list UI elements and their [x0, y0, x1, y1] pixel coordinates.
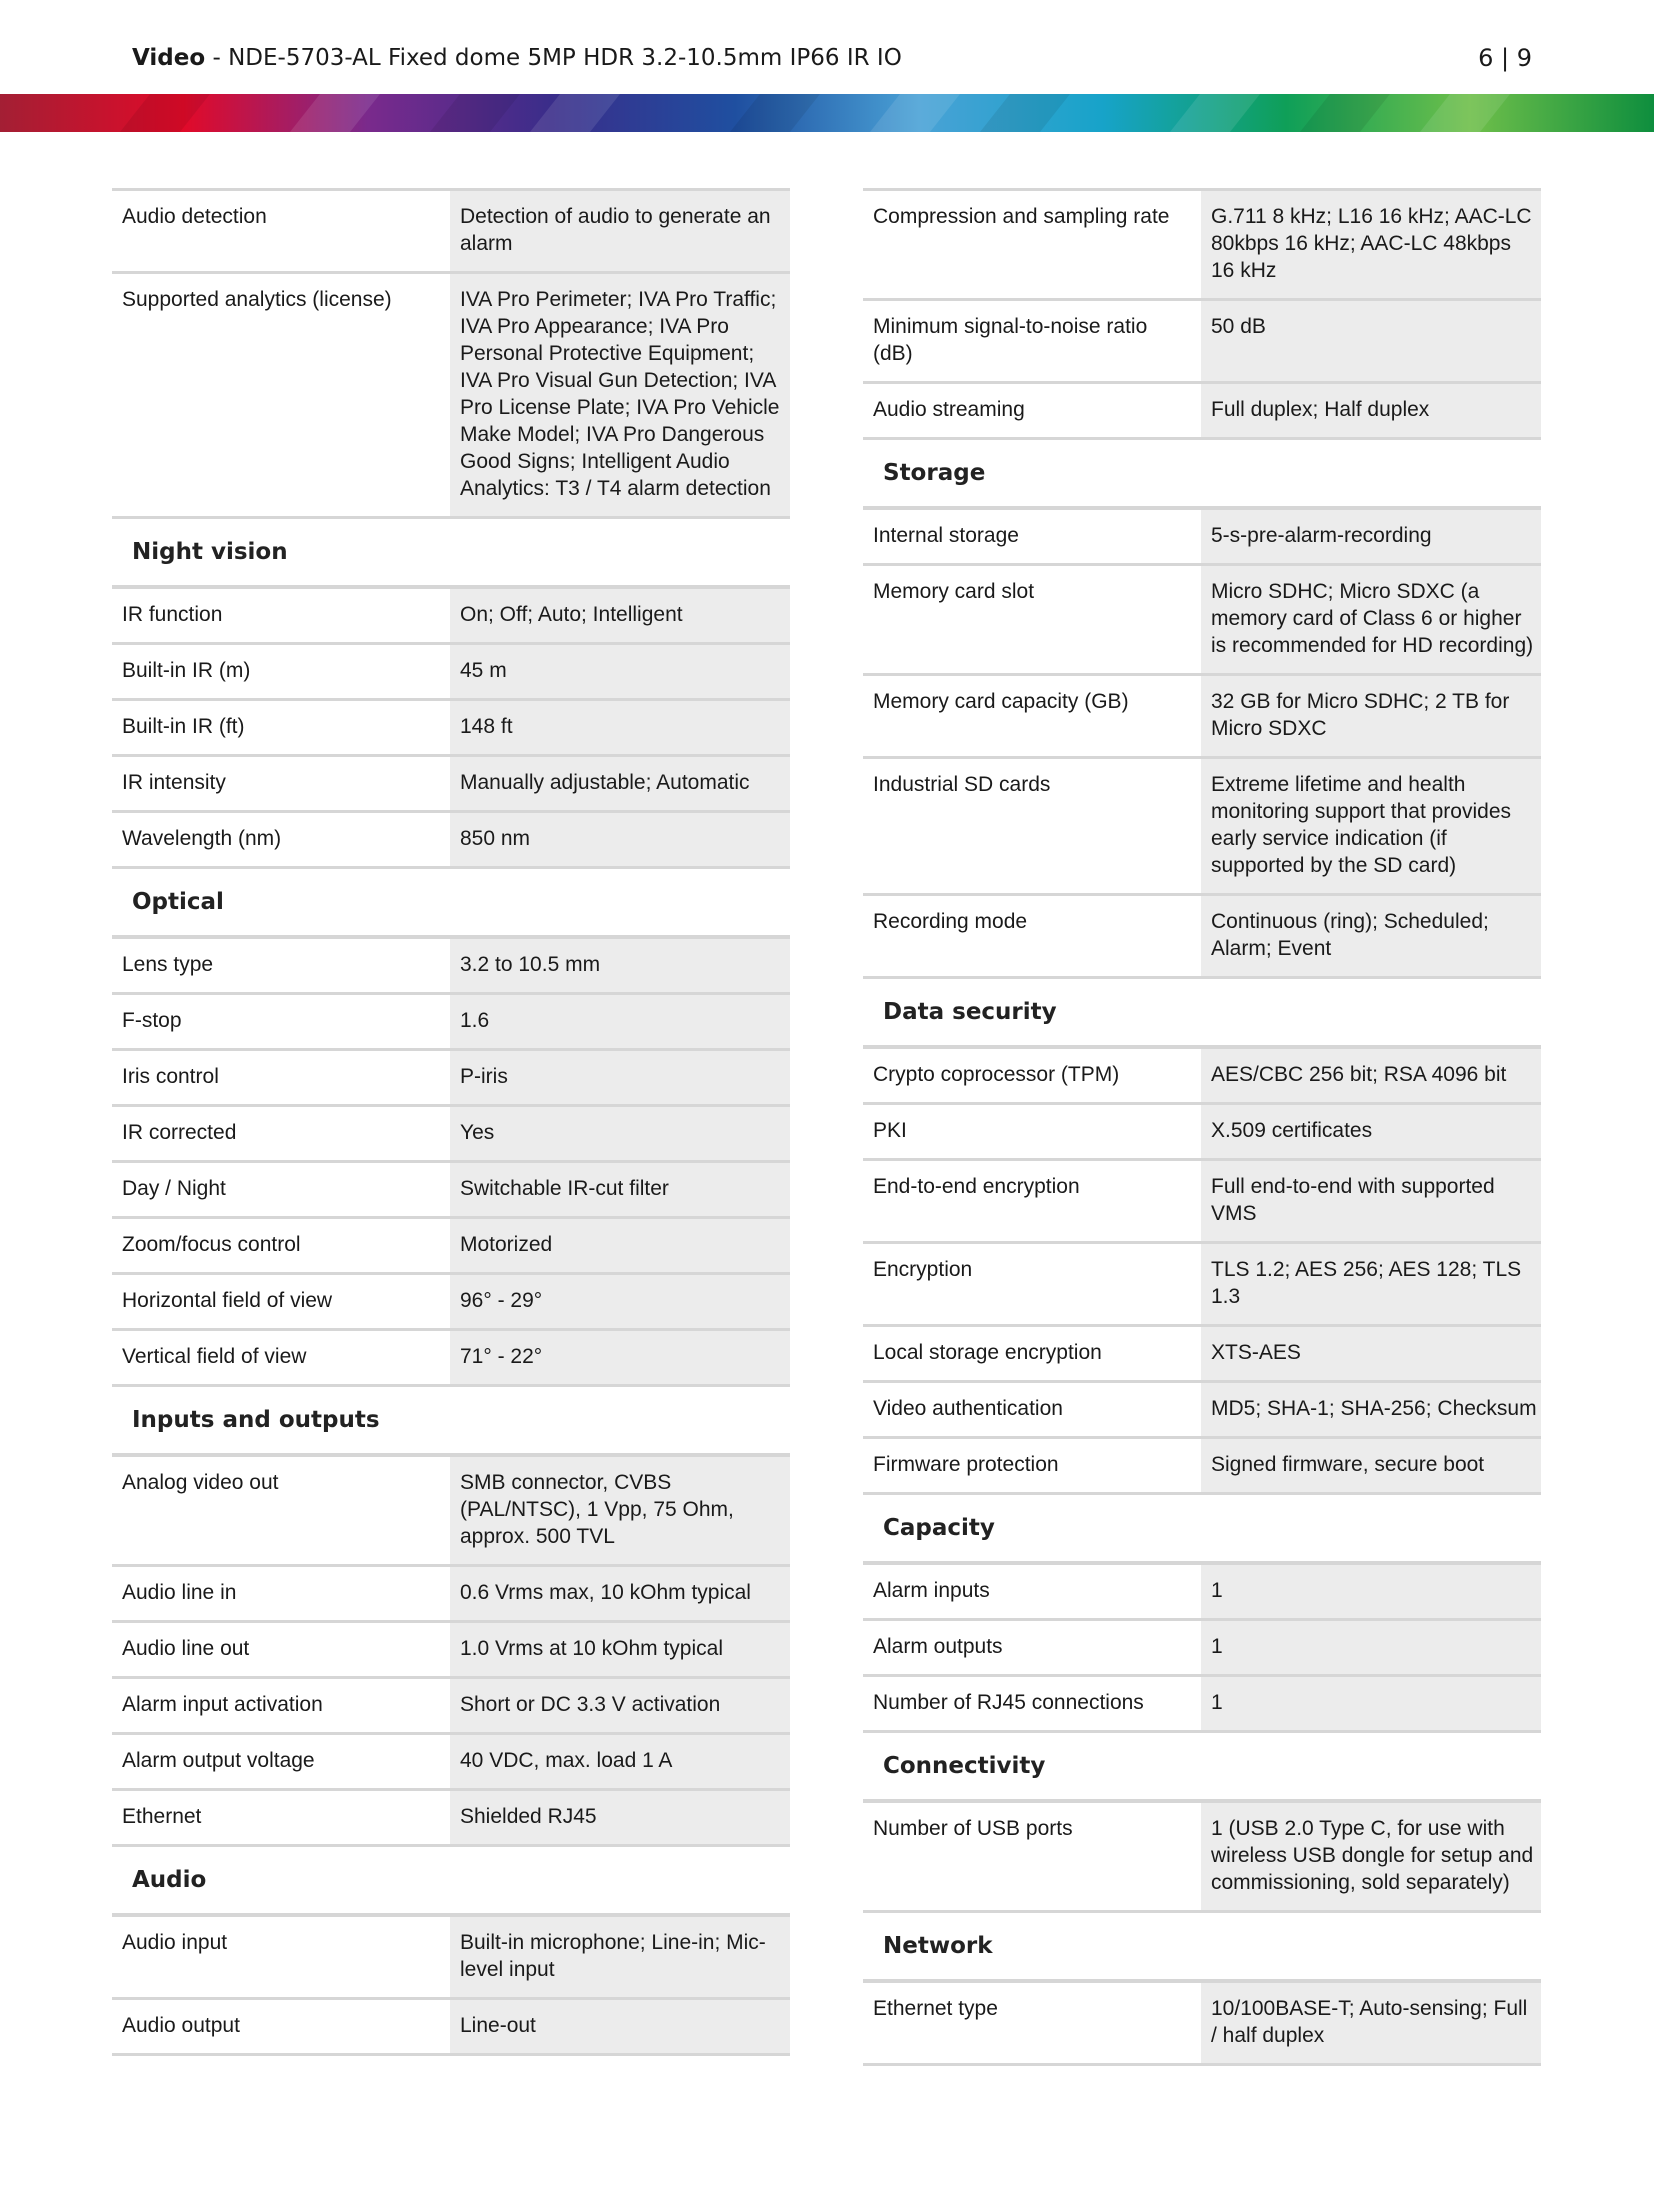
spec-value: 5-s-pre-alarm-recording [1201, 510, 1541, 563]
spec-label: Alarm input activation [122, 1693, 323, 1716]
spec-label: Audio detection [122, 205, 267, 228]
spec-label: Lens type [122, 953, 214, 976]
spec-row-alarm-inputs [863, 1565, 1541, 1621]
spec-row-lens-type [112, 939, 790, 995]
spec-label: Zoom/focus control [122, 1233, 301, 1256]
document-title-product: - NDE-5703-AL Fixed dome 5MP HDR 3.2-10.5mm IP66 IR IO [205, 45, 902, 71]
spec-row-pki [863, 1105, 1541, 1161]
spec-value: Micro SDHC; Micro SDXC (a memory card of Class 6 or higher is recommended for HD recording) [1201, 566, 1541, 673]
spec-value: 32 GB for Micro SDHC; 2 TB for Micro SDXC [1201, 676, 1541, 756]
spec-row-zoom-focus-control [112, 1219, 790, 1275]
spec-label: Industrial SD cards [873, 773, 1051, 796]
spec-row-wavelength-nm [112, 813, 790, 869]
spec-row-firmware-protection [863, 1439, 1541, 1495]
spec-value: 1.6 [450, 995, 790, 1048]
spec-label: Internal storage [873, 524, 1019, 547]
spec-row-supported-analytics-license [112, 274, 790, 519]
spec-value: 71° - 22° [450, 1331, 790, 1384]
spec-label: Horizontal field of view [122, 1289, 333, 1312]
spec-label: Built-in IR (ft) [122, 715, 245, 738]
spec-label: Number of USB ports [873, 1817, 1073, 1840]
spec-row-compression-and-sampling-rate [863, 188, 1541, 301]
spec-label: Audio line out [122, 1637, 250, 1660]
spec-label: Recording mode [873, 910, 1028, 933]
spec-row-ir-corrected [112, 1107, 790, 1163]
spec-row-alarm-input-activation [112, 1679, 790, 1735]
section-heading-night-vision: Night vision [112, 519, 790, 589]
spec-value: 10/100BASE-T; Auto-sensing; Full / half duplex [1201, 1983, 1541, 2063]
spec-row-audio-output [112, 2000, 790, 2056]
spec-row-built-in-ir-m [112, 645, 790, 701]
spec-row-industrial-sd-cards [863, 759, 1541, 896]
spec-row-memory-card-capacity-gb [863, 676, 1541, 759]
spec-value: 45 m [450, 645, 790, 698]
spec-row-minimum-signal-to-noise-ratio-db [863, 301, 1541, 384]
page-number: 6 | 9 [1478, 44, 1532, 72]
spec-value: Extreme lifetime and health monitoring support that provides early service indication (if supported by the SD card) [1201, 759, 1541, 893]
spec-row-audio-line-in [112, 1567, 790, 1623]
spec-label: Day / Night [122, 1177, 226, 1200]
spec-label: Iris control [122, 1065, 219, 1088]
section-heading-capacity: Capacity [863, 1495, 1541, 1565]
spec-value: 50 dB [1201, 301, 1541, 381]
stripe-gradient [0, 94, 1654, 132]
spec-row-horizontal-field-of-view [112, 1275, 790, 1331]
spec-value: Line-out [450, 2000, 790, 2053]
spec-row-ir-function [112, 589, 790, 645]
spec-value: Manually adjustable; Automatic [450, 757, 790, 810]
spec-value: TLS 1.2; AES 256; AES 128; TLS 1.3 [1201, 1244, 1541, 1324]
spec-value: Yes [450, 1107, 790, 1160]
spec-row-ethernet-type [863, 1983, 1541, 2066]
spec-row-number-of-usb-ports [863, 1803, 1541, 1913]
spec-label: Audio streaming [873, 398, 1025, 421]
spec-row-local-storage-encryption [863, 1327, 1541, 1383]
spec-label: Vertical field of view [122, 1345, 307, 1368]
document-title [132, 45, 902, 71]
spec-row-alarm-output-voltage [112, 1735, 790, 1791]
spec-row-end-to-end-encryption [863, 1161, 1541, 1244]
spec-row-memory-card-slot [863, 566, 1541, 676]
spec-label: Video authentication [873, 1397, 1063, 1420]
section-heading-inputs-and-outputs: Inputs and outputs [112, 1387, 790, 1457]
spec-value: Switchable IR-cut filter [450, 1163, 790, 1216]
spec-value: Built-in microphone; Line-in; Mic-level input [450, 1917, 790, 1997]
spec-value: P-iris [450, 1051, 790, 1104]
spec-value: 3.2 to 10.5 mm [450, 939, 790, 992]
spec-label: Local storage encryption [873, 1341, 1102, 1364]
spec-label: Audio line in [122, 1581, 237, 1604]
spec-row-audio-streaming [863, 384, 1541, 440]
color-stripe-banner [0, 94, 1654, 132]
spec-value: 1.0 Vrms at 10 kOhm typical [450, 1623, 790, 1676]
spec-column-left [112, 188, 790, 2056]
section-heading-audio: Audio [112, 1847, 790, 1917]
spec-row-audio-input [112, 1917, 790, 2000]
spec-row-encryption [863, 1244, 1541, 1327]
spec-row-video-authentication [863, 1383, 1541, 1439]
spec-value: SMB connector, CVBS (PAL/NTSC), 1 Vpp, 75 Ohm, approx. 500 TVL [450, 1457, 790, 1564]
spec-value: 0.6 Vrms max, 10 kOhm typical [450, 1567, 790, 1620]
section-heading-data-security: Data security [863, 979, 1541, 1049]
spec-value: 96° - 29° [450, 1275, 790, 1328]
spec-value: Shielded RJ45 [450, 1791, 790, 1844]
spec-row-recording-mode [863, 896, 1541, 979]
spec-value: 850 nm [450, 813, 790, 866]
spec-label: Built-in IR (m) [122, 659, 251, 682]
page-header [132, 38, 1532, 78]
spec-column-right [863, 188, 1541, 2066]
spec-row-iris-control [112, 1051, 790, 1107]
spec-row-analog-video-out [112, 1457, 790, 1567]
spec-label: Minimum signal-to-noise ratio (dB) [873, 315, 1148, 365]
spec-value: 1 [1201, 1621, 1541, 1674]
spec-row-crypto-coprocessor-tpm [863, 1049, 1541, 1105]
spec-value: Short or DC 3.3 V activation [450, 1679, 790, 1732]
section-heading-optical: Optical [112, 869, 790, 939]
spec-value: G.711 8 kHz; L16 16 kHz; AAC-LC 80kbps 16 kHz; AAC-LC 48kbps 16 kHz [1201, 191, 1541, 298]
spec-label: Alarm outputs [873, 1635, 1003, 1658]
spec-value: Full end-to-end with supported VMS [1201, 1161, 1541, 1241]
spec-row-number-of-rj45-connections [863, 1677, 1541, 1733]
spec-row-day-night [112, 1163, 790, 1219]
spec-label: Ethernet [122, 1805, 202, 1828]
spec-value: Motorized [450, 1219, 790, 1272]
spec-value: AES/CBC 256 bit; RSA 4096 bit [1201, 1049, 1541, 1102]
section-heading-network: Network [863, 1913, 1541, 1983]
spec-label: IR function [122, 603, 223, 626]
spec-label: Wavelength (nm) [122, 827, 282, 850]
spec-value: On; Off; Auto; Intelligent [450, 589, 790, 642]
spec-label: Ethernet type [873, 1997, 998, 2020]
spec-label: Compression and sampling rate [873, 205, 1170, 228]
spec-row-audio-detection [112, 188, 790, 274]
spec-label: PKI [873, 1119, 907, 1142]
spec-value: MD5; SHA-1; SHA-256; Checksum [1201, 1383, 1541, 1436]
spec-value: Signed firmware, secure boot [1201, 1439, 1541, 1492]
section-heading-connectivity: Connectivity [863, 1733, 1541, 1803]
spec-value: 1 (USB 2.0 Type C, for use with wireless USB dongle for setup and commissioning, sold separately) [1201, 1803, 1541, 1910]
spec-row-vertical-field-of-view [112, 1331, 790, 1387]
spec-value: XTS-AES [1201, 1327, 1541, 1380]
document-title-category: Video [132, 45, 206, 71]
spec-label: IR corrected [122, 1121, 237, 1144]
spec-row-audio-line-out [112, 1623, 790, 1679]
spec-value: IVA Pro Perimeter; IVA Pro Traffic; IVA Pro Appearance; IVA Pro Personal Protective Equipment; IVA Pro Visual Gun Detection; IVA Pro License Plate; IVA Pro Vehicle Make Model; IVA Pro Dangerous Good Signs; Intelligent Audio Analytics: T3 / T4 alarm detection [450, 274, 790, 516]
spec-label: Analog video out [122, 1471, 279, 1494]
spec-label: Supported analytics (license) [122, 288, 392, 311]
spec-value: 1 [1201, 1677, 1541, 1730]
spec-label: Memory card slot [873, 580, 1035, 603]
spec-row-built-in-ir-ft [112, 701, 790, 757]
spec-value: 40 VDC, max. load 1 A [450, 1735, 790, 1788]
spec-row-ir-intensity [112, 757, 790, 813]
spec-label: End-to-end encryption [873, 1175, 1080, 1198]
spec-label: Firmware protection [873, 1453, 1059, 1476]
spec-label: F-stop [122, 1009, 182, 1032]
spec-row-f-stop [112, 995, 790, 1051]
spec-value: 148 ft [450, 701, 790, 754]
section-heading-storage: Storage [863, 440, 1541, 510]
spec-value: Full duplex; Half duplex [1201, 384, 1541, 437]
spec-value: Continuous (ring); Scheduled; Alarm; Event [1201, 896, 1541, 976]
spec-row-internal-storage [863, 510, 1541, 566]
spec-label: Audio output [122, 2014, 240, 2037]
spec-row-alarm-outputs [863, 1621, 1541, 1677]
spec-label: IR intensity [122, 771, 226, 794]
spec-value: 1 [1201, 1565, 1541, 1618]
spec-value: X.509 certificates [1201, 1105, 1541, 1158]
spec-label: Number of RJ45 connections [873, 1691, 1144, 1714]
spec-label: Encryption [873, 1258, 973, 1281]
spec-row-ethernet [112, 1791, 790, 1847]
spec-value: Detection of audio to generate an alarm [450, 191, 790, 271]
spec-label: Memory card capacity (GB) [873, 690, 1129, 713]
spec-label: Alarm output voltage [122, 1749, 315, 1772]
spec-label: Audio input [122, 1931, 228, 1954]
spec-label: Alarm inputs [873, 1579, 990, 1602]
spec-label: Crypto coprocessor (TPM) [873, 1063, 1120, 1086]
